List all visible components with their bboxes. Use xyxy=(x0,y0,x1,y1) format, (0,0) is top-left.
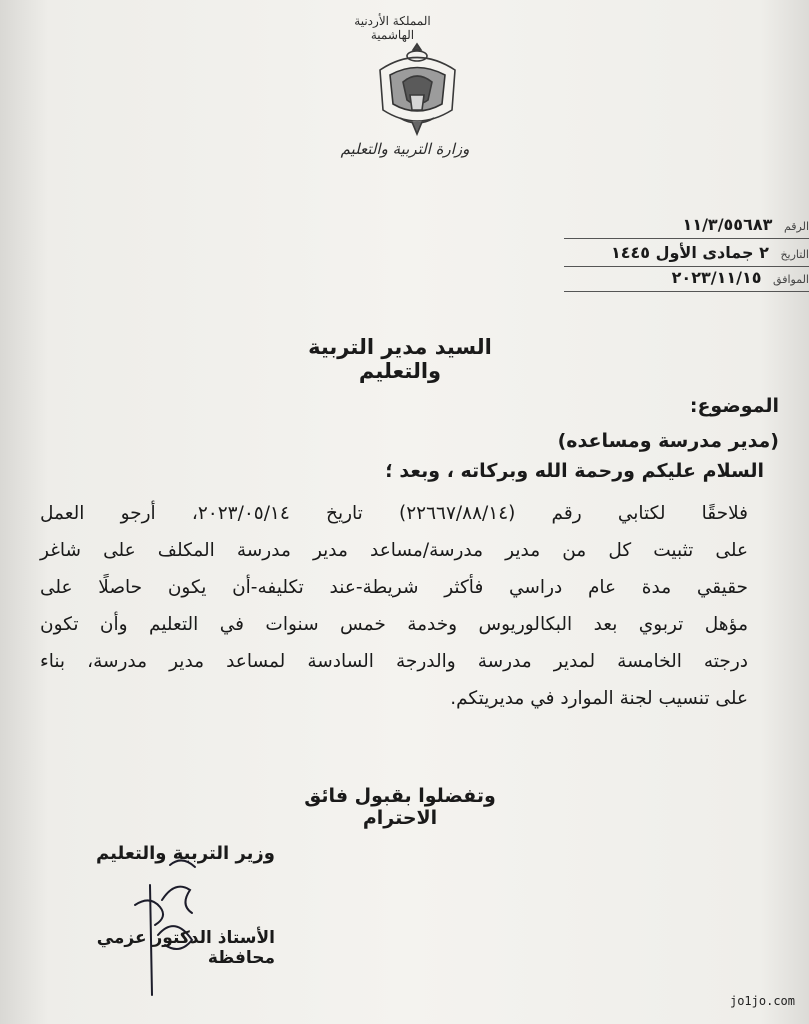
signatory-name: الأستاذ الدكتور عزمي محافظة xyxy=(96,928,275,968)
body-line: على تنسيب لجنة الموارد في مديريتكم. xyxy=(450,688,748,709)
hijri-date-label: التاريخ xyxy=(780,248,809,261)
body-line: درجته الخامسة لمدير مدرسة والدرجة السادسة لمساعد مدير مدرسة، بناء xyxy=(40,651,748,672)
gregorian-rule xyxy=(564,291,809,292)
subject-label: الموضوع: xyxy=(689,395,779,417)
greeting: السلام عليكم ورحمة الله وبركاته ، وبعد ؛ xyxy=(385,460,764,482)
site-watermark: jo1jo.com xyxy=(729,994,795,1008)
body-line: حقيقي مدة عام دراسي فأكثر شريطة-عند تكليفه-أن يكون حاصلًا على xyxy=(40,577,748,598)
reference-number xyxy=(579,215,809,234)
reference-rule xyxy=(564,238,809,239)
ministry-title: وزارة التربية والتعليم xyxy=(340,140,470,158)
gregorian-date-label: الموافق xyxy=(773,273,809,286)
letter-body xyxy=(40,495,748,717)
jordan-coat-of-arms-icon xyxy=(370,40,465,140)
hijri-date-value: ٢ جمادى الأول ١٤٤٥ xyxy=(610,243,769,262)
subject-value: (مدير مدرسة ومساعده) xyxy=(557,430,779,452)
handwritten-signature xyxy=(120,845,220,1005)
reference-number-label: الرقم xyxy=(783,220,809,233)
body-line: على تثبيت كل من مدير مدرسة/مساعد مدير مدرسة المكلف على شاغر xyxy=(40,540,748,561)
reference-number-value: ١١/٣/٥٥٦٨٣ xyxy=(682,215,773,234)
body-line: فلاحقًا لكتابي رقم (٢٢٦٦٧/٨٨/١٤) تاريخ ٢٠٢٣/٠٥/١٤، أرجو العمل xyxy=(40,503,748,524)
crest-caption: المملكة الأردنية الهاشمية xyxy=(354,14,431,42)
hijri-date xyxy=(579,243,809,262)
gregorian-date xyxy=(579,268,809,287)
gregorian-date-value: ٢٠٢٣/١١/١٥ xyxy=(671,268,762,287)
body-line: مؤهل تربوي بعد البكالوريوس وخدمة خمس سنوات في التعليم وأن تكون xyxy=(40,614,748,635)
closing: وتفضلوا بقبول فائق الاحترام xyxy=(304,785,496,829)
signatory-title: وزير التربية والتعليم xyxy=(96,843,275,864)
addressee: السيد مدير التربية والتعليم xyxy=(308,335,492,383)
hijri-rule xyxy=(564,266,809,267)
